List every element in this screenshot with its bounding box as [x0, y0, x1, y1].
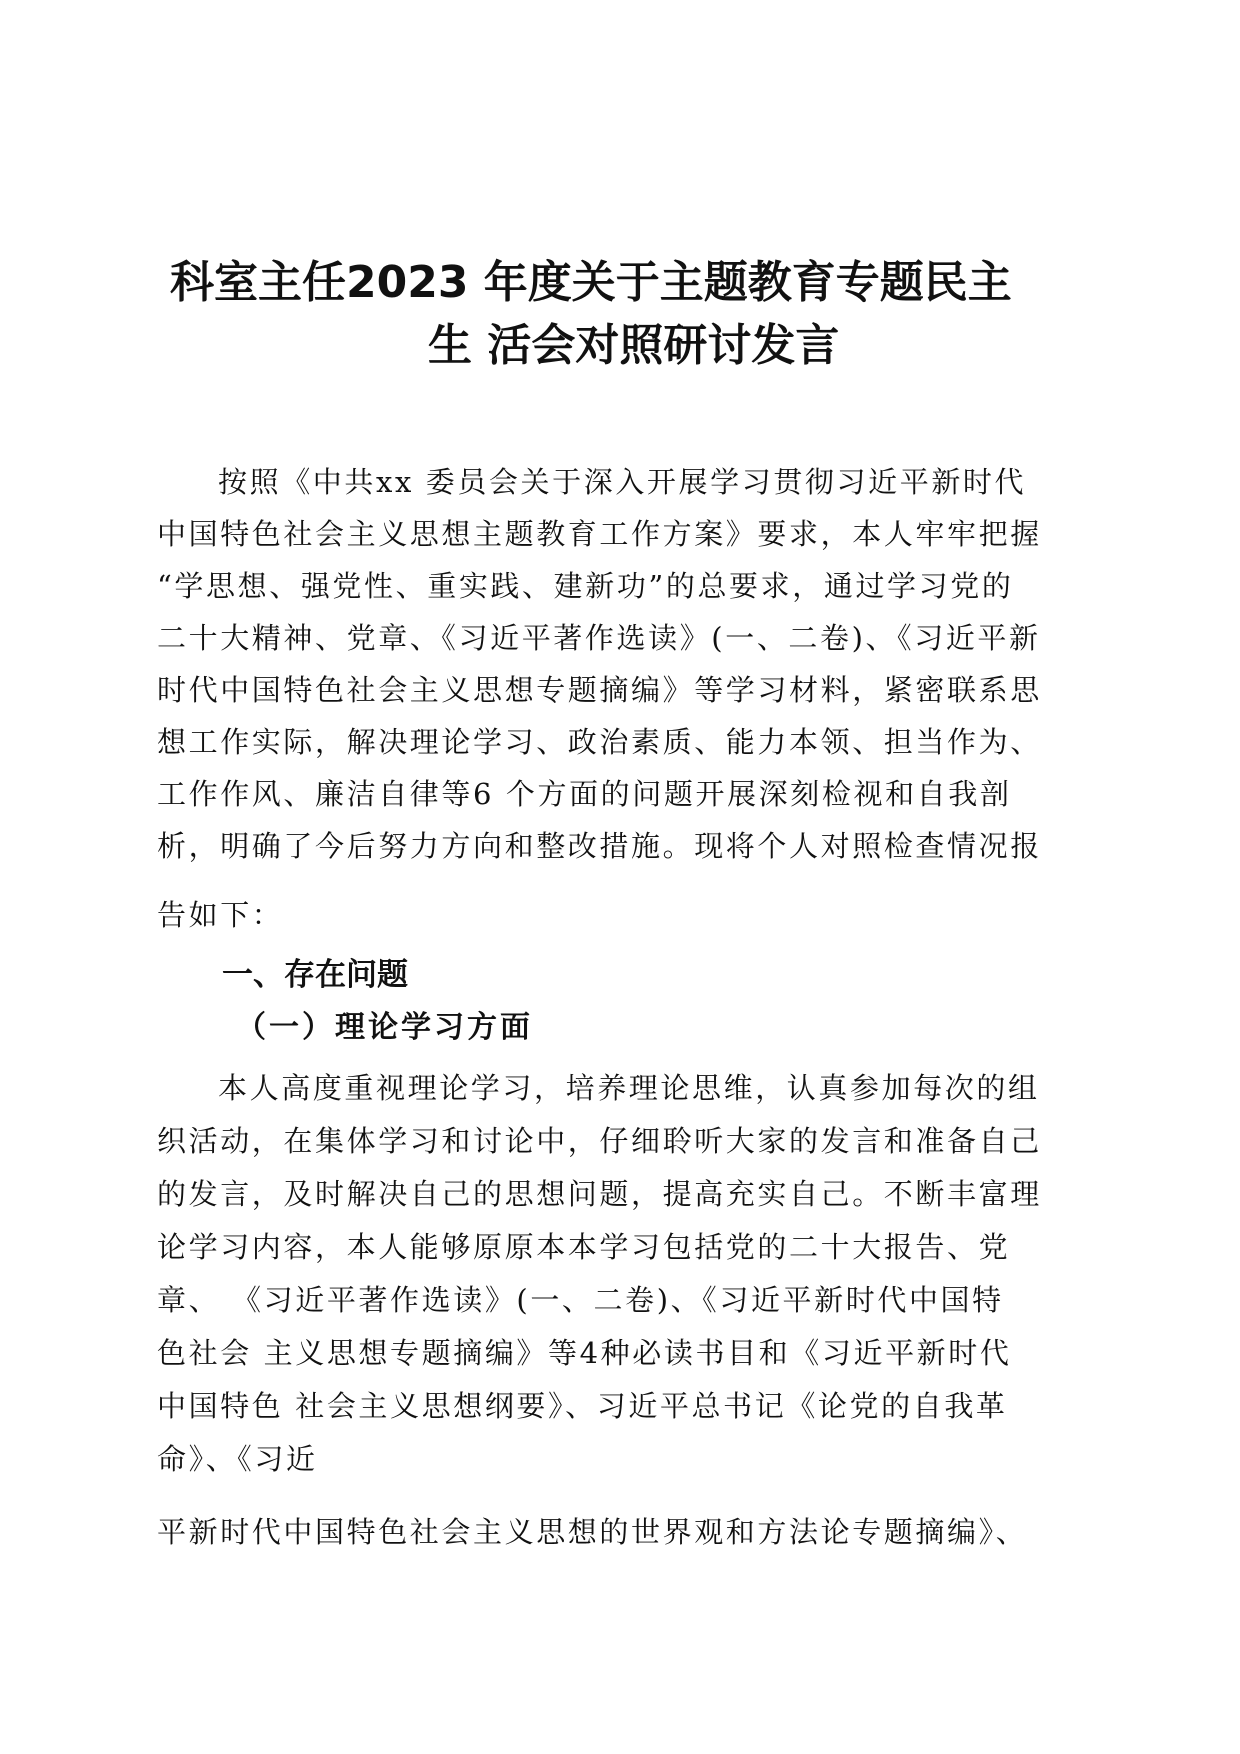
intro-paragraph-line: 时代中国特色社会主义思想专题摘编》等学习材料，紧密联系思 [157, 673, 1042, 707]
section-paragraph-line: 本人高度重视理论学习，培养理论思维，认真参加每次的组 [218, 1071, 1040, 1105]
subsection-heading: （一）理论学习方面 [236, 1010, 533, 1045]
document-title-line-2: 生 活会对照研讨发言 [428, 320, 840, 371]
section-paragraph-line: 的发言，及时解决自己的思想问题，提高充实自己。不断丰富理 [157, 1177, 1042, 1211]
section-paragraph-line: 中国特色 社会主义思想纲要》、习近平总书记《论党的自我革 [157, 1389, 1008, 1423]
intro-paragraph-line: 析，明确了今后努力方向和整改措施。现将个人对照检查情况报 [157, 829, 1042, 863]
intro-paragraph-line: “学思想、强党性、重实践、建新功”的总要求，通过学习党的 [157, 569, 1014, 603]
section-paragraph-line: 色社会 主义思想专题摘编》等4种必读书目和《习近平新时代 [157, 1336, 1012, 1370]
section-heading: 一、存在问题 [222, 957, 408, 993]
document-title-line-1: 科室主任2023 年度关于主题教育专题民主 [170, 257, 1012, 308]
intro-paragraph-line: 想工作实际，解决理论学习、政治素质、能力本领、担当作为、 [157, 725, 1042, 759]
intro-paragraph-line: 中国特色社会主义思想主题教育工作方案》要求，本人牢牢把握 [157, 517, 1042, 551]
section-paragraph-line: 章、 《习近平著作选读》(一、二卷)、《习近平新时代中国特 [157, 1283, 1004, 1317]
section-paragraph-line: 论学习内容，本人能够原原本本学习包括党的二十大报告、党 [157, 1230, 1011, 1264]
intro-paragraph-line: 二十大精神、党章、《习近平著作选读》(一、二卷)、《习近平新 [157, 621, 1041, 655]
section-paragraph-line: 织活动，在集体学习和讨论中，仔细聆听大家的发言和准备自己 [157, 1124, 1042, 1158]
intro-paragraph-line: 按照《中共xx 委员会关于深入开展学习贯彻习近平新时代 [218, 465, 1027, 499]
intro-paragraph-line: 告如下： [157, 898, 284, 932]
intro-paragraph-line: 工作作风、廉洁自律等6 个方面的问题开展深刻检视和自我剖 [157, 777, 1012, 811]
section-paragraph-line: 平新时代中国特色社会主义思想的世界观和方法论专题摘编》、 [157, 1515, 1028, 1549]
section-paragraph-line: 命》、《习近 [157, 1442, 318, 1476]
